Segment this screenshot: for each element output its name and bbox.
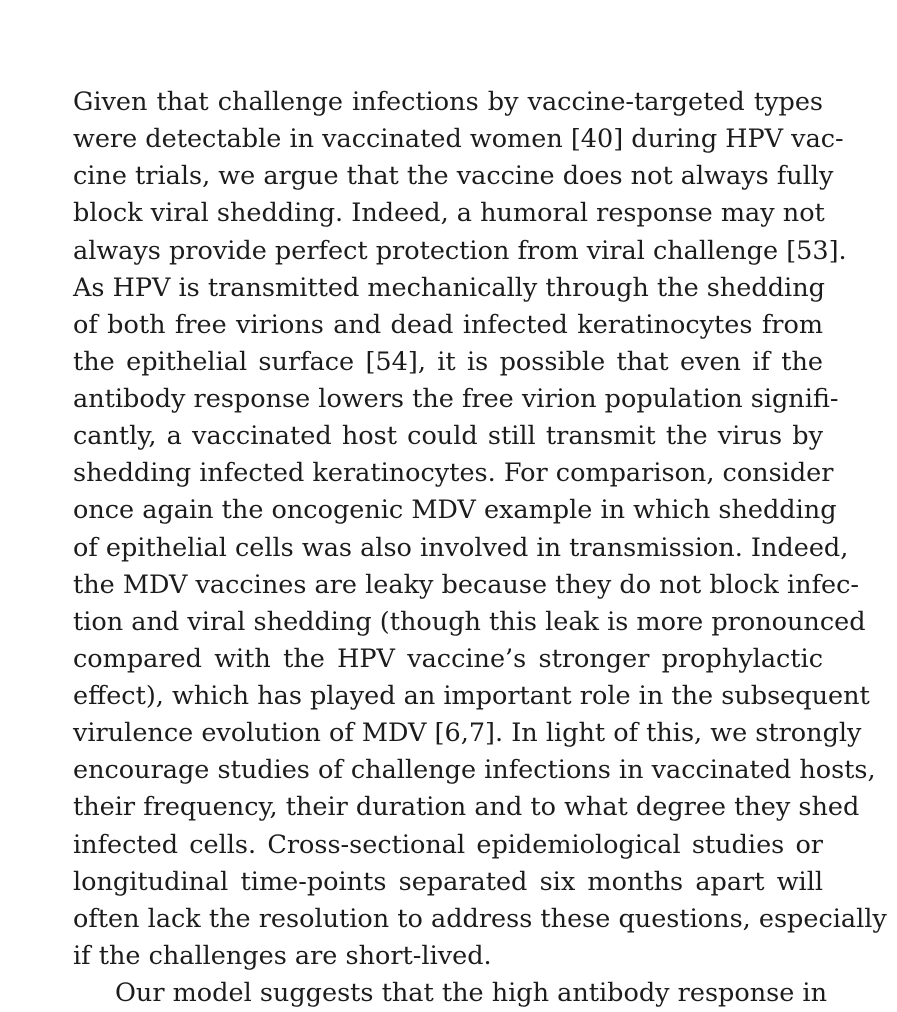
paragraph-line: virulence evolution of MDV [6,7]. In light of this, we strongly: [73, 718, 862, 749]
paragraph-line: their frequency, their duration and to what degree they shed: [73, 792, 860, 823]
paragraph-line: block viral shedding. Indeed, a humoral response may not: [73, 198, 825, 229]
paragraph-line: often lack the resolution to address these questions, especially: [73, 903, 887, 934]
paragraph-line: once again the oncogenic MDV example in which shedding: [73, 495, 837, 526]
paragraph-line: the MDV vaccines are leaky because they do not block infec-: [73, 569, 859, 600]
paragraph-line: if the challenges are short-lived.: [73, 940, 492, 971]
paragraph-line: the epithelial surface [54], it is possible that even if the: [73, 346, 823, 377]
paragraph-line: cantly, a vaccinated host could still transmit the virus by: [73, 421, 823, 452]
paragraph-line: compared with the HPV vaccine’s stronger prophylactic: [73, 643, 823, 674]
paragraph-line: Given that challenge infections by vaccine-targeted types: [73, 87, 823, 117]
body-paragraph: [73, 84, 887, 975]
paragraph-line: encourage studies of challenge infections in vaccinated hosts,: [73, 755, 876, 786]
paragraph-line: tion and viral shedding (though this leak is more pronounced: [73, 606, 866, 637]
paragraph-line: were detectable in vaccinated women [40] during HPV vac-: [73, 124, 844, 155]
paragraph-line: always provide perfect protection from viral challenge [53].: [73, 235, 847, 266]
paragraph-line: of epithelial cells was also involved in transmission. Indeed,: [73, 532, 849, 563]
paragraph-line: antibody response lowers the free virion population signifi-: [73, 384, 839, 414]
paragraph-line: of both free virions and dead infected keratinocytes from: [73, 309, 823, 340]
paragraph-line: infected cells. Cross-sectional epidemiological studies or: [73, 829, 823, 860]
paragraph-line: cine trials, we argue that the vaccine does not always fully: [73, 161, 834, 192]
next-paragraph-first-line: Our model suggests that the high antibody response in: [115, 978, 827, 1008]
paragraph-line: As HPV is transmitted mechanically through the shedding: [73, 272, 825, 303]
paragraph-line: longitudinal time-points separated six months apart will: [73, 866, 823, 897]
paragraph-line: shedding infected keratinocytes. For comparison, consider: [73, 458, 834, 489]
paragraph-line: effect), which has played an important role in the subsequent: [73, 681, 870, 711]
